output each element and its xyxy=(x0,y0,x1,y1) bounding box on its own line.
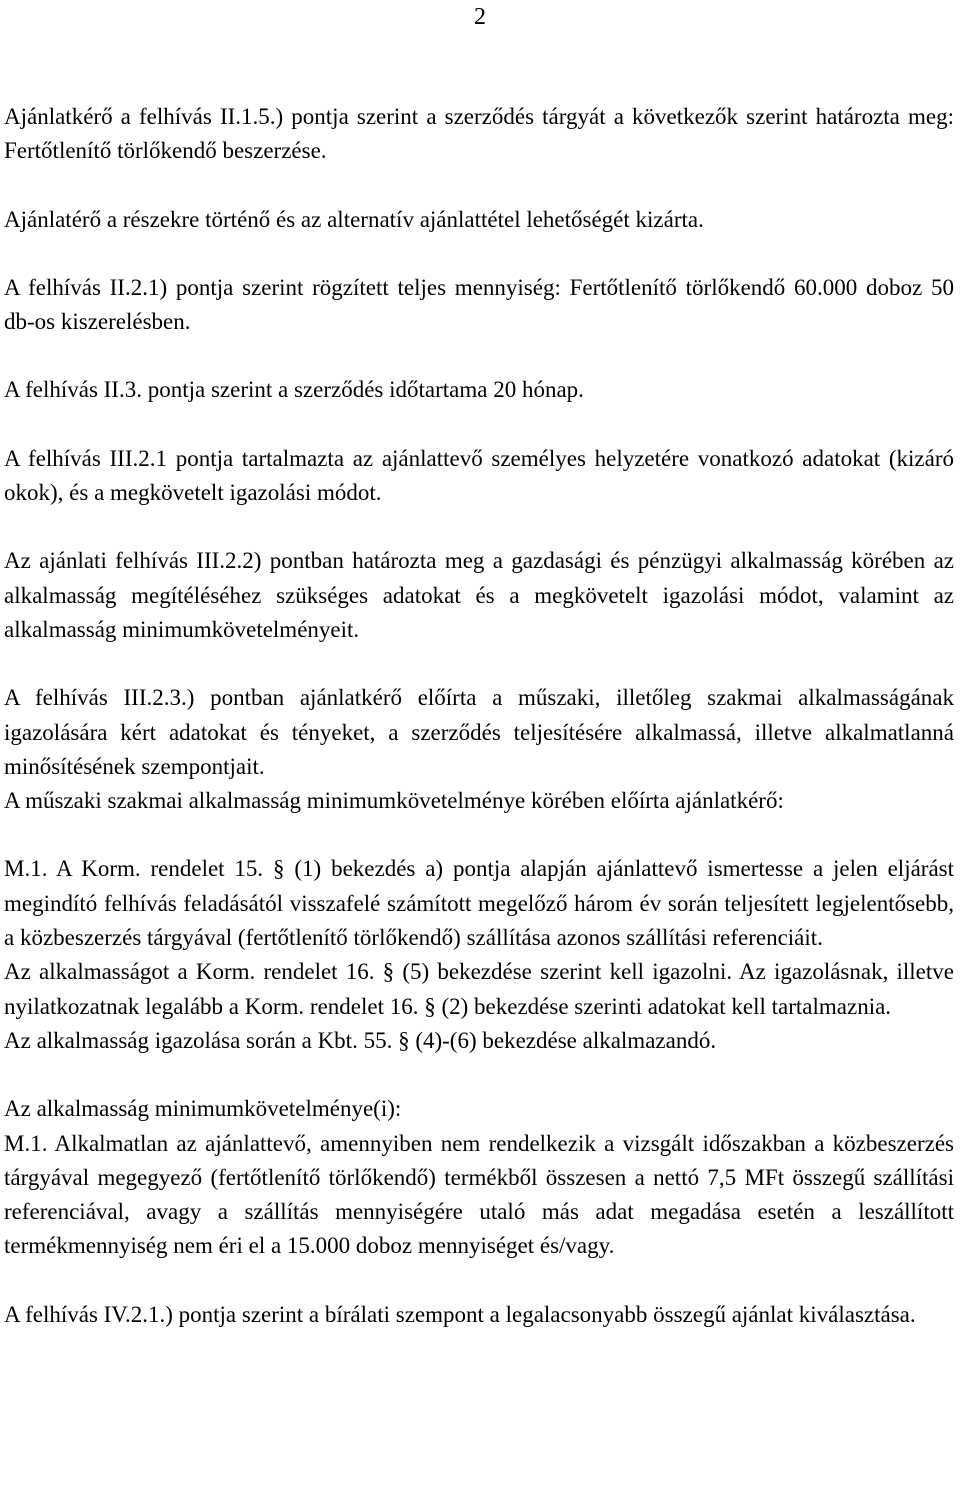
page-number: 2 xyxy=(474,4,486,30)
document-body xyxy=(4,100,954,1332)
paragraph-duration: A felhívás II.3. pontja szerint a szerződés időtartama 20 hónap. xyxy=(4,377,584,403)
paragraph-kbt-55: Az alkalmasság igazolása során a Kbt. 55. § (4)-(6) bekezdése alkalmazandó. xyxy=(4,1027,717,1053)
paragraph-technical-suitability: A felhívás III.2.3.) pontban ajánlatkérő előírta a műszaki, illetőleg szakmai alkalmasságának igazolására kért adatokat és tényeket, a szerződés teljesítésére alkalmassá, illetve alkalmatlanná minősítésének szempontjait. xyxy=(4,685,954,779)
paragraph-certification: Az alkalmasságot a Korm. rendelet 16. § (5) bekezdése szerint kell igazolni. Az igazolásnak, illetve nyilatkozatnak legalább a Korm. rendelet 16. § (2) bekezdése szerinti adatokat kell tartalmaznia. xyxy=(4,959,954,1019)
paragraph-m1-requirement: M.1. A Korm. rendelet 15. § (1) bekezdés a) pontja alapján ajánlattevő ismertesse a jelen eljárást megindító felhívás feladásától visszafelé számított megelőző három év során teljesített legjelentősebb, a közbeszerzés tárgyával (fertőtlenítő törlőkendő) szállítása azonos szállítási referenciáit. xyxy=(4,856,954,951)
paragraph-minimum-heading: Az alkalmasság minimumkövetelménye(i): xyxy=(4,1096,402,1122)
paragraph-m1-unsuitable: M.1. Alkalmatlan az ajánlattevő, amennyiben nem rendelkezik a vizsgált időszakban a közbeszerzés tárgyával megegyező (fertőtlenítő törlőkendő) termékből összesen a nettó 7,5 MFt összegű szállítási referenciával, avagy a szállítás mennyiségére utaló más adat megadása esetén a leszállított termékmennyiség nem éri el a 15.000 doboz mennyiséget és/vagy. xyxy=(4,1130,954,1259)
paragraph-subject: Ajánlatkérő a felhívás II.1.5.) pontja szerint a szerződés tárgyát a következők szerint határozta meg: Fertőtlenítő törlőkendő beszerzése. xyxy=(4,104,954,164)
paragraph-quantity: A felhívás II.2.1) pontja szerint rögzített teljes mennyiség: Fertőtlenítő törlőkendő 60.000 doboz 50 db-os kiszerelésben. xyxy=(4,274,954,335)
paragraph-personal-situation: A felhívás III.2.1 pontja tartalmazta az ajánlattevő személyes helyzetére vonatkozó adatokat (kizáró okok), és a megkövetelt igazolási módot. xyxy=(4,445,954,506)
paragraph-technical-minimum-intro: A műszaki szakmai alkalmasság minimumkövetelménye körében előírta ajánlatkérő: xyxy=(4,788,784,814)
paragraph-evaluation-criterion: A felhívás IV.2.1.) pontja szerint a bírálati szempont a legalacsonyabb összegű ajánlat kiválasztása. xyxy=(4,1301,916,1327)
paragraph-financial-suitability: Az ajánlati felhívás III.2.2) pontban határozta meg a gazdasági és pénzügyi alkalmasság körében az alkalmasság megítéléséhez szükséges adatokat és a megkövetelt igazolási módot, valamint az alkalmasság minimumkövetelményeit. xyxy=(4,548,954,642)
paragraph-parts-excluded: Ajánlatérő a részekre történő és az alternatív ajánlattétel lehetőségét kizárta. xyxy=(4,206,704,232)
